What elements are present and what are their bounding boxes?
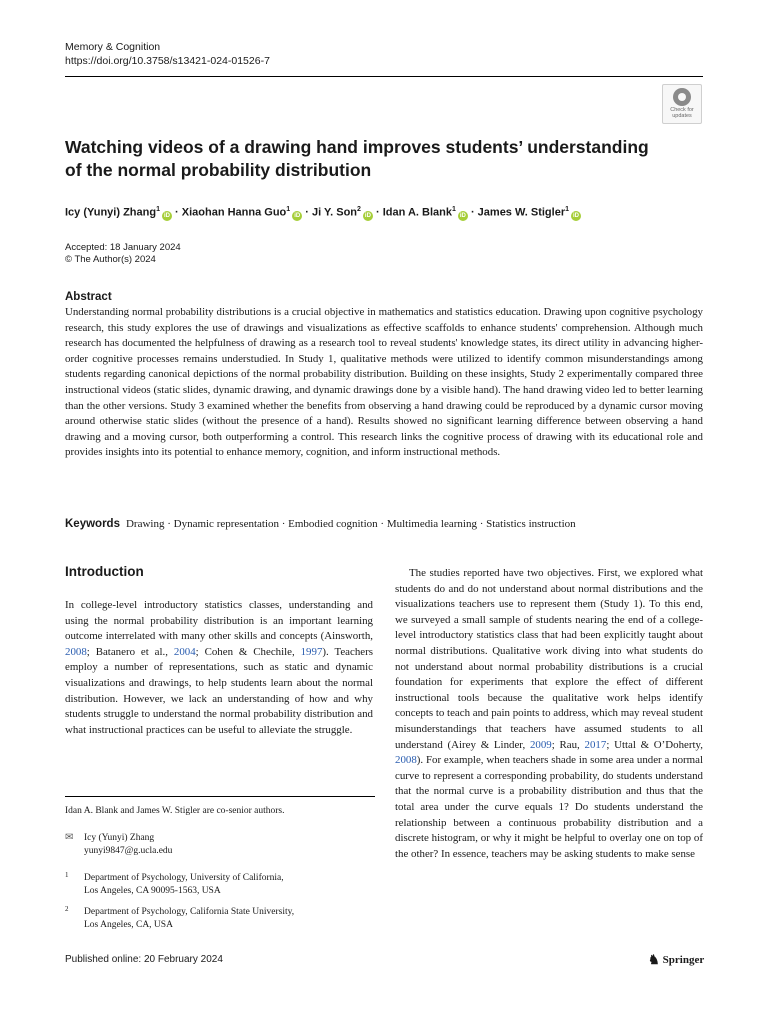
author-name[interactable]: Idan A. Blank	[382, 206, 452, 219]
envelope-icon: ✉	[65, 832, 74, 843]
intro-text-part: ; Batanero et al.,	[86, 645, 174, 658]
affiliation-2	[65, 903, 294, 932]
citation-link[interactable]: 2009	[529, 738, 552, 751]
article-title: Watching videos of a drawing hand improves students’ understanding of the normal probability distribution	[65, 137, 649, 180]
author-affiliation-mark: 1	[565, 206, 570, 213]
header-rule	[65, 76, 703, 77]
body-text-part: The studies reported have two objectives. First, we explored what students do and do not understand about normal distributions and the visualizations teachers use to represent them (Study 1). To this end, we surveyed a small sample of students nearing the end of a college-level introductory statistics class that had been explicitly taught about normal distributions. Qualitative work diving into what students do not understand about normal probability distributions is a crucial foundation for experiments that explore the effect of different instructional tools because the qualitative work helps identify concepts to teach and pain points to address, which may reveal student misunderstandings that teachers have assumed students to all understand (Airey & Linder,	[395, 567, 703, 751]
publisher-name: Springer	[662, 954, 705, 966]
introduction-heading: Introduction	[65, 564, 144, 579]
orcid-icon[interactable]: iD	[163, 212, 170, 219]
journal-name: Memory & Cognition	[65, 41, 161, 53]
co-senior-note: Idan A. Blank and James W. Stigler are co-senior authors.	[65, 806, 285, 816]
contact-name: Icy (Yunyi) Zhang	[84, 833, 155, 843]
author-list: Icy (Yunyi) Zhang$^1$iD · Xiaohan Hanna Guo$^1$iD · Ji Y. Son$^2$iD · Idan A. Blank$^1$iD · James W. Stigler$^1$iD	[65, 206, 580, 219]
abstract-text: Understanding normal probability distributions is a crucial objective in mathematics and statistics education. Drawing upon cognitive psychology research, this study explores the use of drawings and visualizations as effective scaffolds to enhance students' comprehension. Although much research has documented the helpfulness of drawing as a research tool to reveal students' knowledge states, its direct utility in advancing higher-order cognitive processes remains understudied. In Study 1, qualitative methods were utilized to identify common misunderstandings among students regarding canonical depictions of the normal probability distribution. Building on these insights, Study 2 experimentally compared three instructional videos (static slides, dynamic drawing, and dynamic drawings done by a visible hand). The hand drawing video led to better learning than the other versions. Study 3 examined whether the benefits from observing a hand drawing could be reproduced by a dynamic cursor moving around otherwise static slides (without the presence of a hand). Results showed no significant learning difference between observing a hand drawing and a moving cursor, both outperforming a control. This research links the cognitive process of drawing with its educational role and provides insights into its potential to enhance memory, cognition, and inform instructional methods.	[65, 306, 703, 459]
intro-text-part: In college-level introductory statistics classes, understanding and using the normal probability distribution is an important learning outcome interrelated with many other skills and concepts (Ainsworth,	[65, 599, 373, 643]
body-text-part: ; Rau,	[551, 738, 585, 751]
keywords-label: Keywords	[65, 518, 120, 530]
citation-link[interactable]: 2008	[65, 645, 87, 658]
author-affiliation-mark: 1	[156, 206, 160, 213]
introduction-paragraph	[65, 598, 373, 738]
orcid-icon[interactable]: iD	[294, 212, 301, 219]
article-dates	[65, 242, 181, 265]
crossmark-label-1: Check for	[670, 107, 694, 113]
accepted-date: Accepted: 18 January 2024	[65, 242, 181, 253]
author-name[interactable]: Icy (Yunyi) Zhang	[65, 206, 157, 219]
affiliation-line: Department of Psychology, University of California,	[84, 873, 284, 883]
orcid-icon[interactable]: iD	[459, 212, 466, 219]
author-affiliation-mark: 1	[451, 206, 456, 213]
citation-link[interactable]: 1997	[300, 645, 323, 658]
author-name[interactable]: James W. Stigler	[477, 206, 566, 219]
body-text-part: ). For example, when teachers shade in some area under a normal curve to represent a corresponding probability, do students understand that the normal curve is a probability distribution and thus that the total area under the curve equals 1? Do students understand the relationship between a continuous probability distribution and a discrete histogram, or why it might be helpful to overlay one on top of the other? In essence, teachers may be asking students to make sense	[395, 754, 703, 860]
keywords-text: Drawing · Dynamic representation · Embodied cognition · Multimedia learning · Statistics instruction	[125, 518, 576, 530]
copyright-notice: © The Author(s) 2024	[65, 253, 156, 265]
affiliation-number: 2	[65, 905, 69, 913]
affiliation-line: Department of Psychology, California State University,	[84, 907, 295, 917]
abstract-heading: Abstract	[65, 291, 112, 303]
crossmark-label-2: updates	[672, 113, 692, 119]
springer-logo-icon: ♞	[648, 952, 660, 967]
intro-text-part: ; Cohen & Chechile,	[195, 645, 301, 658]
journal-header	[65, 40, 270, 68]
author-name[interactable]: Ji Y. Son	[311, 206, 358, 219]
citation-link[interactable]: 2008	[395, 754, 417, 767]
citation-link[interactable]: 2017	[584, 738, 607, 751]
author-affiliation-mark: 2	[357, 206, 361, 213]
objectives-paragraph	[395, 566, 703, 862]
affiliation-1	[65, 869, 284, 898]
crossmark-icon[interactable]	[662, 84, 702, 124]
citation-link[interactable]: 2004	[173, 645, 196, 658]
published-date: Published online: 20 February 2024	[65, 954, 223, 965]
affiliation-line: Los Angeles, CA 90095-1563, USA	[84, 886, 221, 896]
body-text-part: ; Uttal & O’Doherty,	[606, 738, 703, 751]
doi-link[interactable]: https://doi.org/10.3758/s13421-024-01526-7	[65, 55, 270, 67]
intro-text-part: ). Teachers employ a number of representations, such as static and dynamic visualizations and drawings, to help students learn about the normal distribution. However, we lack an understanding of how and why students struggle to understand the normal probability distribution and what instructional practices can be useful to alleviate the struggle.	[65, 645, 373, 736]
crossmark-circle	[673, 88, 691, 106]
affiliation-number: 1	[65, 871, 69, 879]
publisher-logo	[648, 952, 704, 968]
contact-email[interactable]: yunyi9847@g.ucla.edu	[84, 845, 173, 856]
keywords	[65, 517, 576, 531]
corresponding-author	[65, 832, 172, 857]
orcid-icon[interactable]: iD	[573, 212, 580, 219]
author-affiliation-mark: 1	[286, 206, 291, 213]
affiliation-line: Los Angeles, CA, USA	[84, 920, 173, 930]
orcid-icon[interactable]: iD	[364, 212, 371, 219]
footnote-rule	[65, 796, 375, 797]
author-name[interactable]: Xiaohan Hanna Guo	[181, 206, 287, 219]
